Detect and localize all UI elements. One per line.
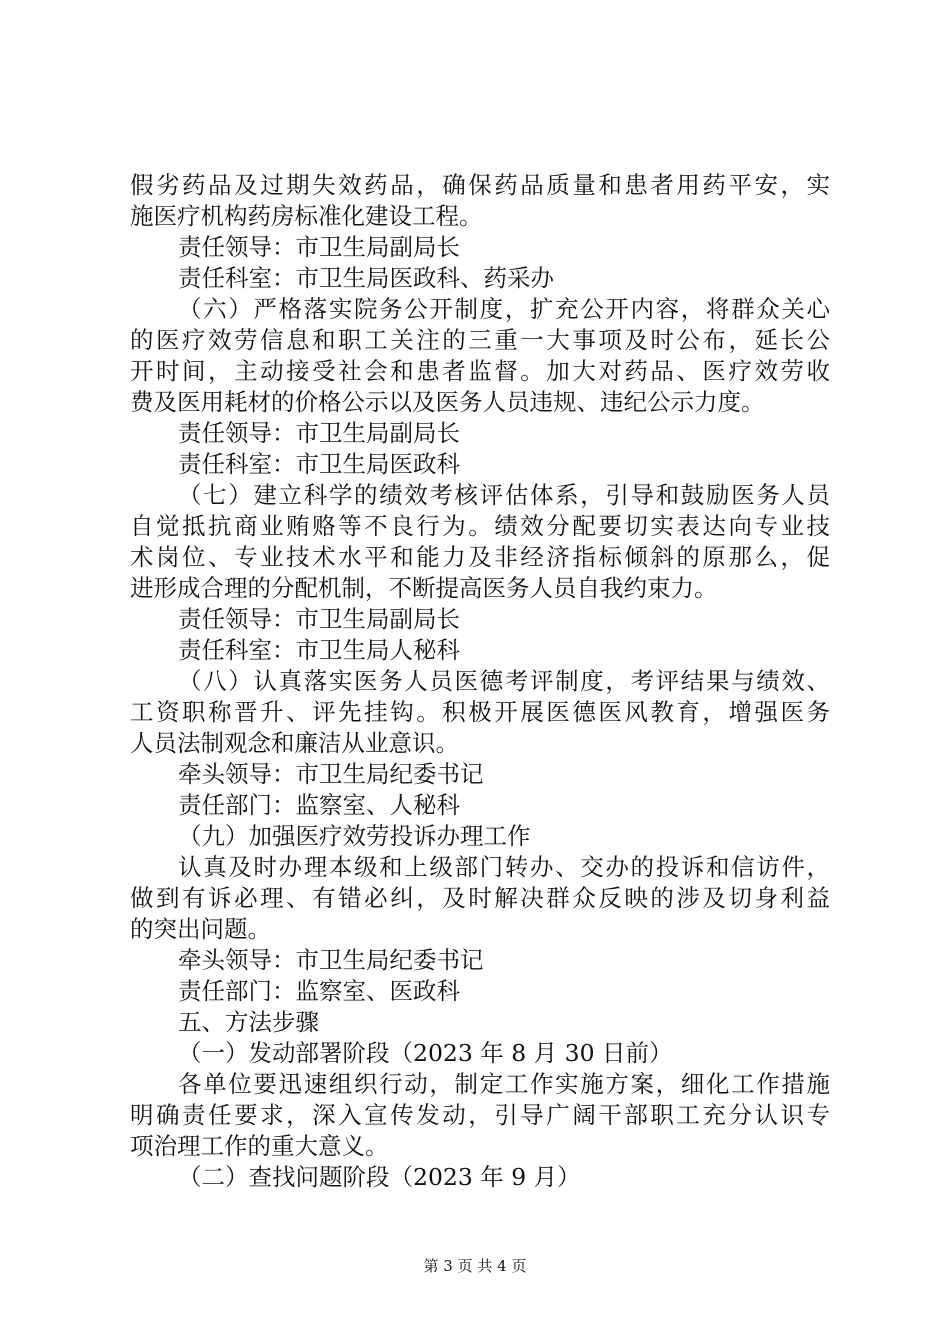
text-line: （一）发动部署阶段（2023 年 8 月 30 日前） [178,1039,673,1067]
text-line: 明确责任要求，深入宣传发动，引导广阔干部职工充分认识专 [130,1101,830,1129]
text-line: 进形成合理的分配机制，不断提高医务人员自我约束力。 [130,574,718,602]
text-line: 假劣药品及过期失效药品，确保药品质量和患者用药平安，实 [130,171,830,199]
text-line: 责任部门：监察室、人秘科 [178,791,460,819]
section-heading: 五、方法步骤 [178,1008,319,1036]
document-body [130,170,830,1193]
text-line: 责任科室：市卫生局医政科 [178,450,460,478]
text-line: 人员法制观念和廉洁从业意识。 [130,729,459,757]
text-line: （七）建立科学的绩效考核评估体系，引导和鼓励医务人员 [178,481,830,509]
text-line: （六）严格落实院务公开制度，扩充公开内容，将群众关心 [178,295,830,323]
text-line: 牵头领导：市卫生局纪委书记 [178,760,484,788]
text-line: 责任科室：市卫生局医政科、药采办 [178,264,554,292]
text-line: 开时间，主动接受社会和患者监督。加大对药品、医疗效劳收 [130,357,830,385]
text-line: 项治理工作的重大意义。 [130,1132,389,1160]
text-line: 责任领导：市卫生局副局长 [178,605,460,633]
text-line: （八）认真落实医务人员医德考评制度，考评结果与绩效、 [178,667,830,695]
text-line: 做到有诉必理、有错必纠，及时解决群众反映的涉及切身利益 [130,884,830,912]
text-line: 的突出问题。 [130,915,271,943]
text-line: 责任领导：市卫生局副局长 [178,233,460,261]
text-line: 认真及时办理本级和上级部门转办、交办的投诉和信访件， [178,853,830,881]
text-line: 的医疗效劳信息和职工关注的三重一大事项及时公布，延长公 [130,326,830,354]
text-line: 自觉抵抗商业贿赂等不良行为。绩效分配要切实表达向专业技 [130,512,830,540]
text-line: 工资职称晋升、评先挂钩。积极开展医德医风教育，增强医务 [130,698,830,726]
text-line: 责任领导：市卫生局副局长 [178,419,460,447]
text-line: 责任科室：市卫生局人秘科 [178,636,460,664]
text-line: （二）查找问题阶段（2023 年 9 月） [178,1163,581,1191]
text-line: 各单位要迅速组织行动，制定工作实施方案，细化工作措施 [178,1070,830,1098]
text-line: （九）加强医疗效劳投诉办理工作 [178,822,531,850]
text-line: 责任部门：监察室、医政科 [178,977,460,1005]
text-line: 费及医用耗材的价格公示以及医务人员违规、违纪公示力度。 [130,388,765,416]
page-number-footer: 第 3 页 共 4 页 [423,1257,527,1275]
text-line: 施医疗机构药房标准化建设工程。 [130,202,483,230]
text-line: 牵头领导：市卫生局纪委书记 [178,946,484,974]
text-line: 术岗位、专业技术水平和能力及非经济指标倾斜的原那么，促 [130,543,830,571]
